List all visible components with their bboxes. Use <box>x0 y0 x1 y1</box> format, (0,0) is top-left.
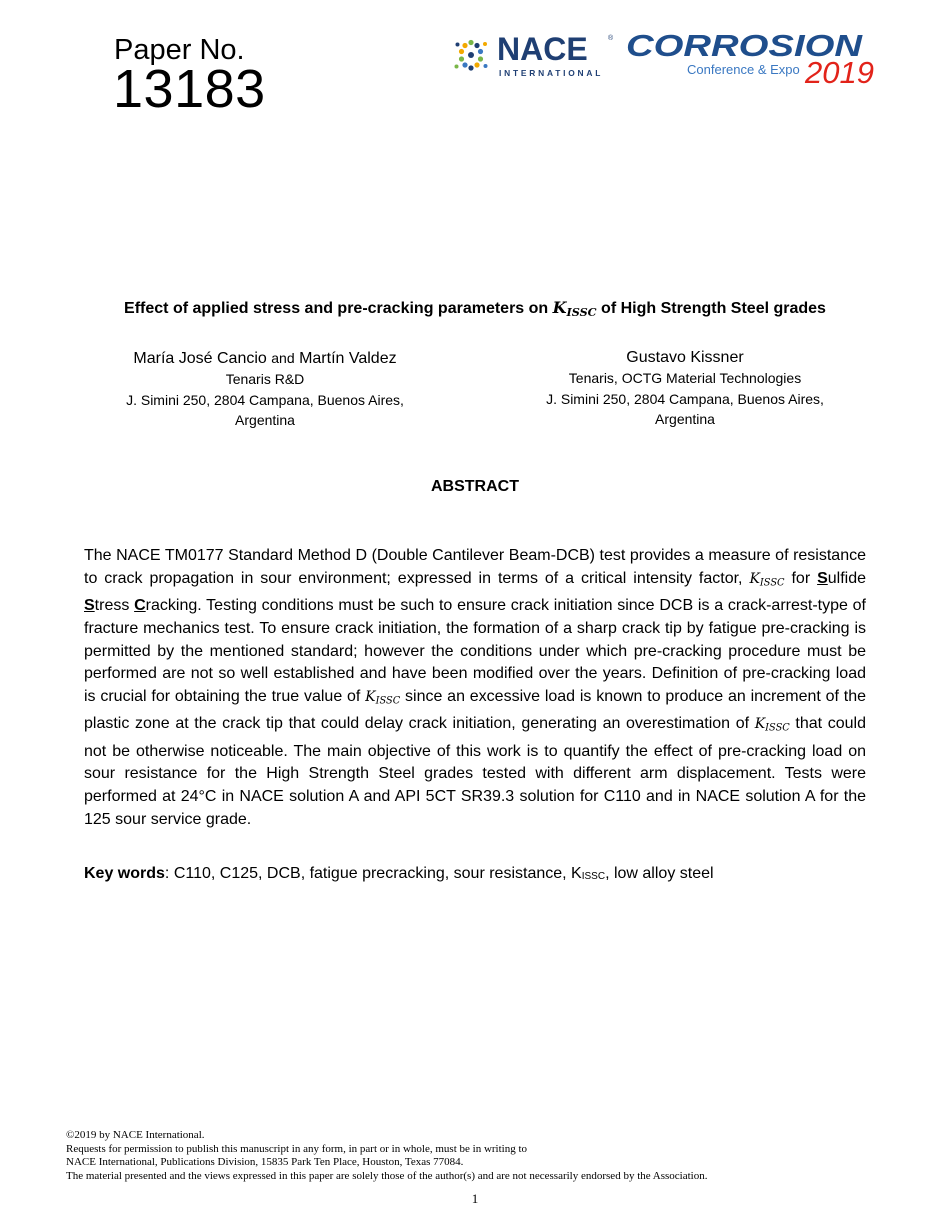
nace-logo-text: NACE <box>497 32 588 67</box>
keywords: Key words: C110, C125, DCB, fatigue precracking, sour resistance, $K_{ISSC}$, low alloy steel <box>84 865 714 882</box>
footer-line: Requests for permission to publish this manuscript in any form, in part or in whole, must be in writing to <box>66 1142 528 1155</box>
author-country: Argentina <box>655 411 715 427</box>
keywords-label: Key words <box>84 865 165 882</box>
paper-title <box>0 298 950 319</box>
author-block-right <box>505 348 865 430</box>
k-issc-symbol: $K_{ISSC}$ <box>365 689 401 707</box>
conference-expo-text: Conference & Expo <box>687 62 800 77</box>
k-issc-symbol: $K_{ISSC}$ <box>552 298 597 319</box>
abstract-heading: ABSTRACT <box>431 478 519 495</box>
footer-line: ©2019 by NACE International. <box>66 1129 205 1141</box>
nace-logo <box>452 32 617 82</box>
author-affiliation: Tenaris R&D <box>225 371 305 387</box>
k-issc-symbol: $K_{ISSC}$ <box>749 570 785 589</box>
corrosion-logo <box>625 28 887 86</box>
paper-label: Paper No. <box>114 34 245 66</box>
title-text-before: Effect of applied stress and pre-cracking parameters on <box>124 300 553 317</box>
conference-year: 2019 <box>805 55 874 86</box>
page-number: 1 <box>471 1191 479 1206</box>
author-name: Gustavo Kissner <box>626 349 744 366</box>
author-affiliation: Tenaris, OCTG Material Technologies <box>568 370 802 386</box>
abstract-body: The NACE TM0177 Standard Method D (Double Cantilever Beam-DCB) test provides a measure of resistance to crack propagation in sour environment; expressed in terms of a critical intensity factor, $K_{ISSC}$ for Sulfide Stress Cracking. Testing conditions must be such to ensure crack initiation since DCB is a crack-arrest-type of fracture mechanics test. To ensure crack initiation, the formation of a sharp crack tip by fatigue pre-cracking is permitted by the mentioned standard; however the conditions under which pre-cracking procedure must be performed are not so well established and have been modified over the years. Definition of pre-cracking load is crucial for obtaining the true value of $K_{ISSC}$ since an excessive load is known to produce an increment of the plastic zone at the crack tip that could delay crack initiation, generating an overestimation of $K_{ISSC}$ that could not be otherwise noticeable. The main objective of this work is to quantify the effect of pre-cracking load on sour resistance for the High Strength Steel grades tested with different arm displacement. Tests were performed at 24°C in NACE solution A and API 5CT SR39.3 solution for C110 and in NACE solution A for the 125 sour service grade. <box>84 547 867 829</box>
footer-line: The material presented and the views expressed in this paper are solely those of the author(s) and are not necessarily endorsed by the Association. <box>66 1169 708 1182</box>
author-address: J. Simini 250, 2804 Campana, Buenos Aires, <box>546 390 824 407</box>
author-names: María José Cancio and Martín Valdez <box>133 350 397 367</box>
registered-mark: ® <box>608 35 614 42</box>
paper-number: 13183 <box>113 59 266 119</box>
title-text-after: of High Strength Steel grades <box>596 300 826 317</box>
corrosion-logo-text: CORROSION <box>626 28 863 63</box>
footer-line: NACE International, Publications Division, 15835 Park Ten Place, Houston, Texas 77084. <box>66 1156 464 1169</box>
author-block-left <box>85 348 445 431</box>
author-country: Argentina <box>235 412 295 428</box>
author-address: J. Simini 250, 2804 Campana, Buenos Aires, <box>126 391 404 408</box>
copyright-footer <box>66 1129 886 1183</box>
nace-logo-subtext: INTERNATIONAL <box>499 68 604 78</box>
nace-globe-icon <box>455 40 488 71</box>
k-issc-symbol: $K_{ISSC}$ <box>754 716 790 734</box>
